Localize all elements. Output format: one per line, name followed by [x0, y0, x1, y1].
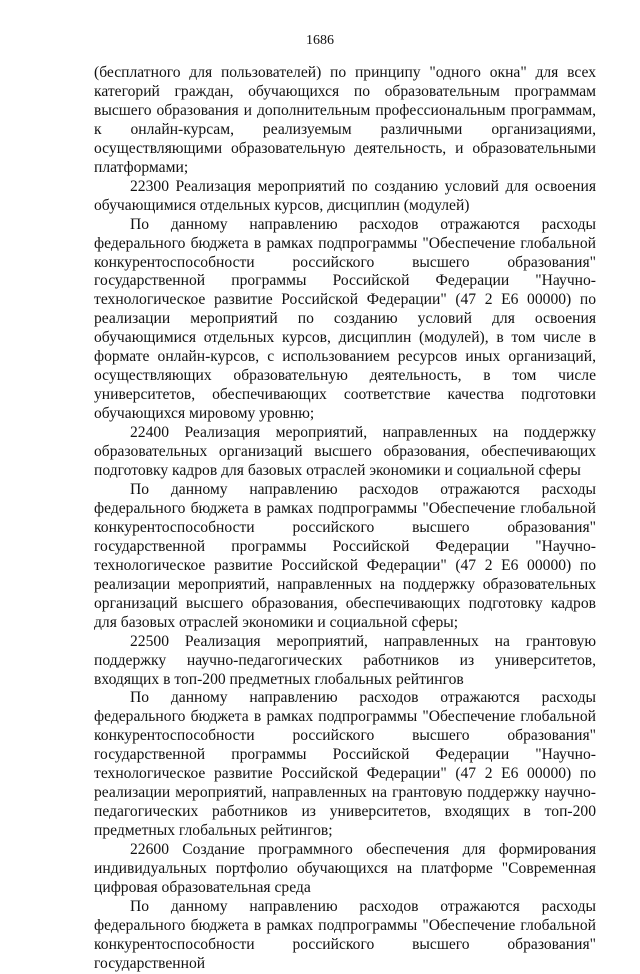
paragraph: По данному направлению расходов отражаются расходы федерального бюджета в рамках подпрограммы "Обеспечение глобальной конкурентоспособности российского высшего образования" государственной программы Российской Федерации "Научно-технологическое развитие Российской Федерации" (47 2 Е6 00000) по реализации мероприятий по созданию условий для освоения обучающимися отдельных курсов, дисциплин (модулей), в том числе в формате онлайн-курсов, с использованием ресурсов иных организаций, осуществляющих образовательную деятельность, в том числе университетов, обеспечивающих соответствие качества подготовки обучающихся мировому уровню;: [94, 215, 596, 423]
paragraph: 22300 Реализация мероприятий по созданию условий для освоения обучающимися отдельных курсов, дисциплин (модулей): [94, 177, 596, 214]
paragraph: По данному направлению расходов отражаются расходы федерального бюджета в рамках подпрограммы "Обеспечение глобальной конкурентоспособности российского высшего образования" государственной программы Российской Федерации "Научно-технологическое развитие Российской Федерации" (47 2 Е6 00000) по реализации мероприятий, направленных на поддержку образовательных организаций высшего образования, обеспечивающих подготовку кадров для базовых отраслей экономики и социальной сферы;: [94, 480, 596, 631]
page-number: 1686: [306, 33, 334, 48]
paragraph: 22600 Создание программного обеспечения для формирования индивидуальных портфолио обучающихся на платформе "Современная цифровая образовательная среда: [94, 841, 596, 896]
paragraph: 22400 Реализация мероприятий, направленных на поддержку образовательных организаций высшего образования, обеспечивающих подготовку кадров для базовых отраслей экономики и социальной сферы: [94, 424, 596, 480]
page-body: [94, 64, 596, 974]
paragraph: По данному направлению расходов отражаются расходы федерального бюджета в рамках подпрограммы "Обеспечение глобальной конкурентоспособности российского высшего образования" государственной программы Российской Федерации "Научно-технологическое развитие Российской Федерации" (47 2 Е6 00000) по реализации мероприятий, направленных на грантовую поддержку научно-педагогических работников из университетов, входящих в топ-200 предметных глобальных рейтингов;: [94, 689, 596, 840]
paragraph: 22500 Реализация мероприятий, направленных на грантовую поддержку научно-педагогических работников из университетов, входящих в топ-200 предметных глобальных рейтингов: [94, 632, 596, 688]
paragraph: (бесплатного для пользователей) по принципу "одного окна" для всех категорий граждан, обучающихся по образовательным программам высшего образования и дополнительным профессиональным программам, к онлайн-курсам, реализуемым различными организациями, осуществляющими образовательную деятельность, и образовательными платформами;: [94, 64, 596, 176]
paragraph: По данному направлению расходов отражаются расходы федерального бюджета в рамках подпрограммы "Обеспечение глобальной конкурентоспособности российского высшего образования" государственной: [94, 897, 596, 972]
